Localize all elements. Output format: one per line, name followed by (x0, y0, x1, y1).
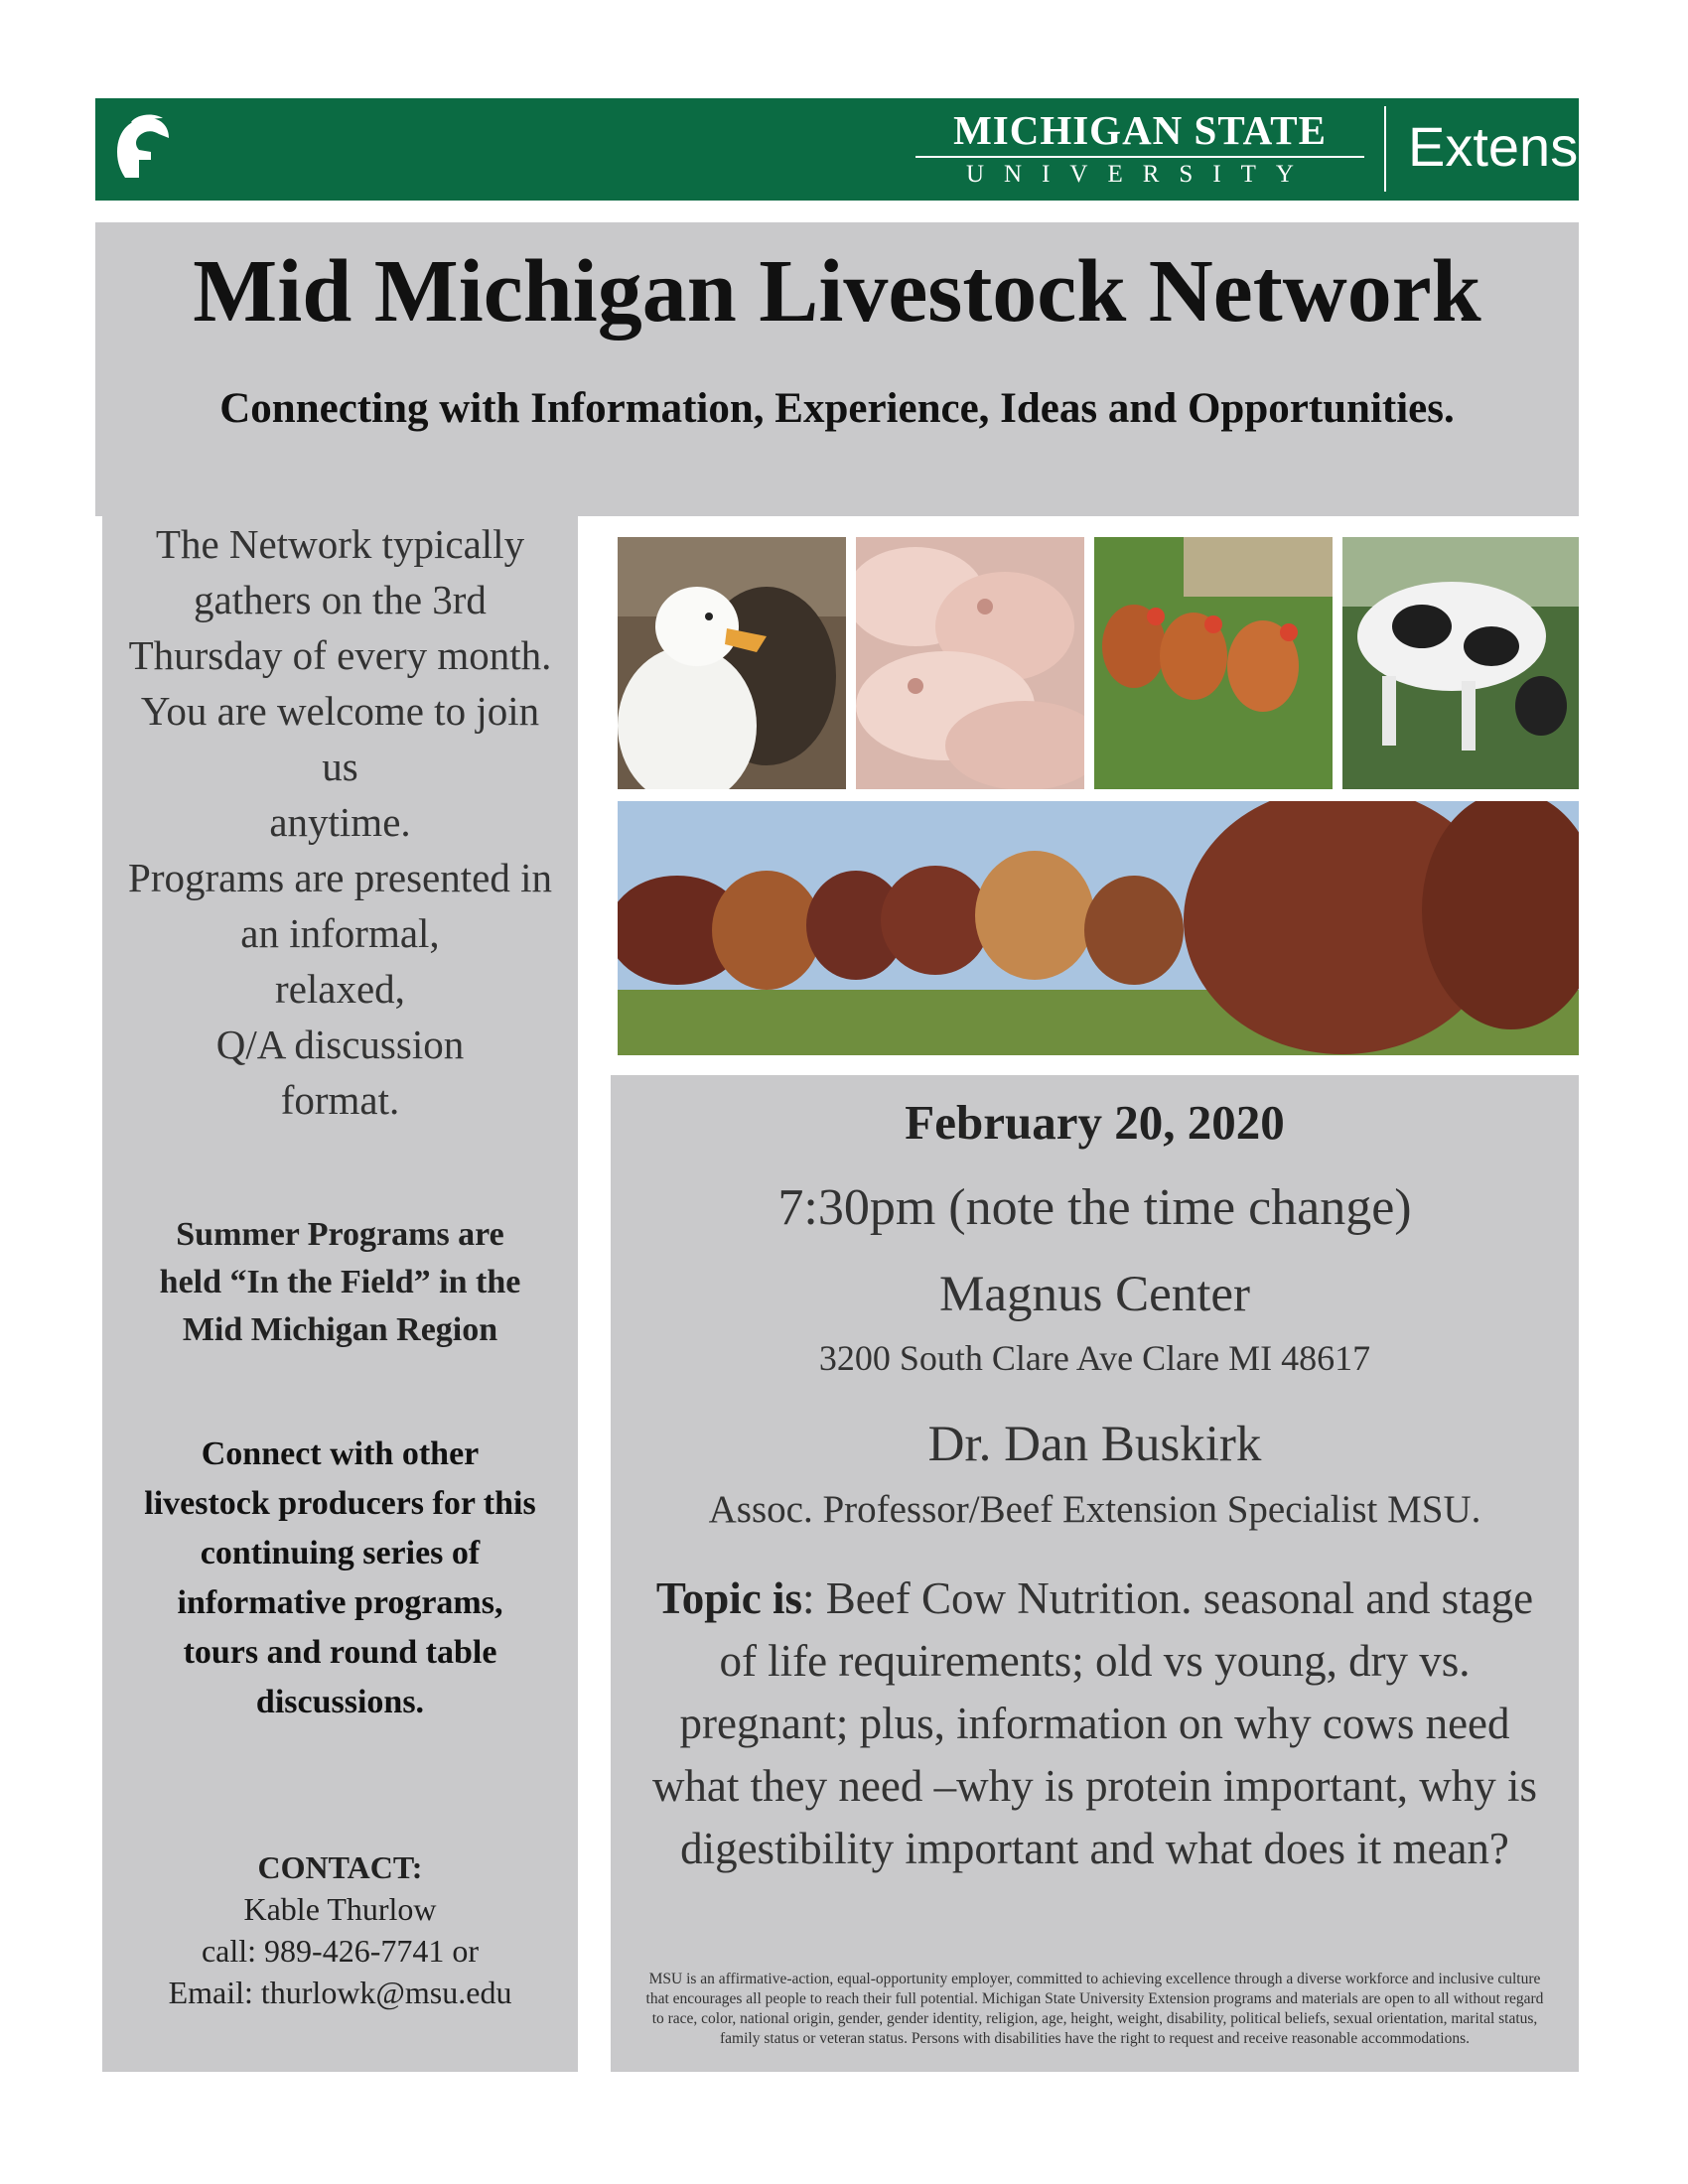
topic-text: : Beef Cow Nutrition. seasonal and stage of life requirements; old vs young, dry vs. pregnant; plus, information on why cows need what they need –why is protein important, why is digestibility important and what does it mean? (651, 1573, 1538, 1873)
chickens-photo (1094, 537, 1333, 789)
university-name-line1: MICHIGAN STATE (953, 107, 1327, 153)
event-topic (650, 1568, 1539, 1880)
beef-cattle-herd-photo (618, 801, 1579, 1055)
intro-line: Thursday of every month. (128, 632, 552, 678)
summer-line: Summer Programs are (176, 1216, 504, 1253)
connect-line: Connect with other (201, 1435, 480, 1472)
left-sidebar (102, 516, 578, 2072)
connect-line: livestock producers for this (144, 1485, 536, 1522)
university-name-line2: UNIVERSITY (915, 156, 1364, 192)
intro-line: anytime. (269, 799, 411, 845)
connect-note (102, 1430, 578, 1727)
summer-programs-note (102, 1211, 578, 1354)
university-wordmark (915, 108, 1364, 194)
intro-line: an informal, (240, 910, 440, 956)
speaker-title: Assoc. Professor/Beef Extension Specialist MSU. (708, 1488, 1481, 1531)
duck-photo (618, 537, 846, 789)
intro-line: Q/A discussion (215, 1022, 465, 1067)
event-details-panel (611, 1075, 1579, 2072)
intro-line: us (322, 744, 358, 789)
connect-line: informative programs, (177, 1584, 503, 1621)
legal-disclaimer: MSU is an affirmative-action, equal-opportunity employer, committed to achieving excellence through a diverse workforce and inclusive culture that encourages all people to reach their full potential. Michigan State University Extension programs and materials are open to all without regard to race, color, national origin, gender, gender identity, religion, age, height, weight, disability, political beliefs, sexual orientation, marital status, family status or veteran status. Persons with disabilities have the right to request and receive reasonable accommodations. (645, 1971, 1544, 2047)
speaker-name: Dr. Dan Buskirk (927, 1417, 1262, 1472)
page-title: Mid Michigan Livestock Network (193, 242, 1481, 341)
connect-line: continuing series of (200, 1535, 481, 1571)
intro-line: gathers on the 3rd (194, 577, 487, 622)
intro-line: You are welcome to join (140, 688, 540, 734)
contact-heading: CONTACT: (257, 1849, 423, 1885)
contact-block (102, 1846, 578, 2013)
connect-line: tours and round table (183, 1634, 497, 1671)
summer-line: Mid Michigan Region (182, 1311, 498, 1348)
connect-line: discussions. (255, 1684, 425, 1720)
event-time: 7:30pm (note the time change) (777, 1179, 1412, 1236)
intro-line: The Network typically (155, 521, 525, 567)
contact-email: Email: thurlowk@msu.edu (168, 1975, 512, 2010)
event-date: February 20, 2020 (905, 1095, 1285, 1150)
contact-phone: call: 989-426-7741 or (201, 1933, 480, 1969)
event-venue: Magnus Center (938, 1267, 1251, 1322)
contact-name: Kable Thurlow (243, 1891, 437, 1927)
pigs-photo (856, 537, 1084, 789)
header-banner (95, 98, 1652, 201)
title-panel (95, 222, 1579, 516)
intro-line: format. (280, 1077, 400, 1123)
intro-line: Programs are presented in (128, 855, 552, 900)
topic-label: Topic is (655, 1573, 803, 1623)
extension-label: Extension (1408, 115, 1652, 178)
intro-line: relaxed, (275, 966, 405, 1012)
intro-text (102, 516, 578, 1128)
dairy-cow-photo (1342, 537, 1579, 789)
page-subtitle: Connecting with Information, Experience, Ideas and Opportunities. (219, 385, 1455, 432)
header-divider (1384, 106, 1386, 192)
event-address: 3200 South Clare Ave Clare MI 48617 (818, 1338, 1371, 1378)
summer-line: held “In the Field” in the (159, 1264, 521, 1300)
spartan-helmet-icon (109, 112, 173, 186)
